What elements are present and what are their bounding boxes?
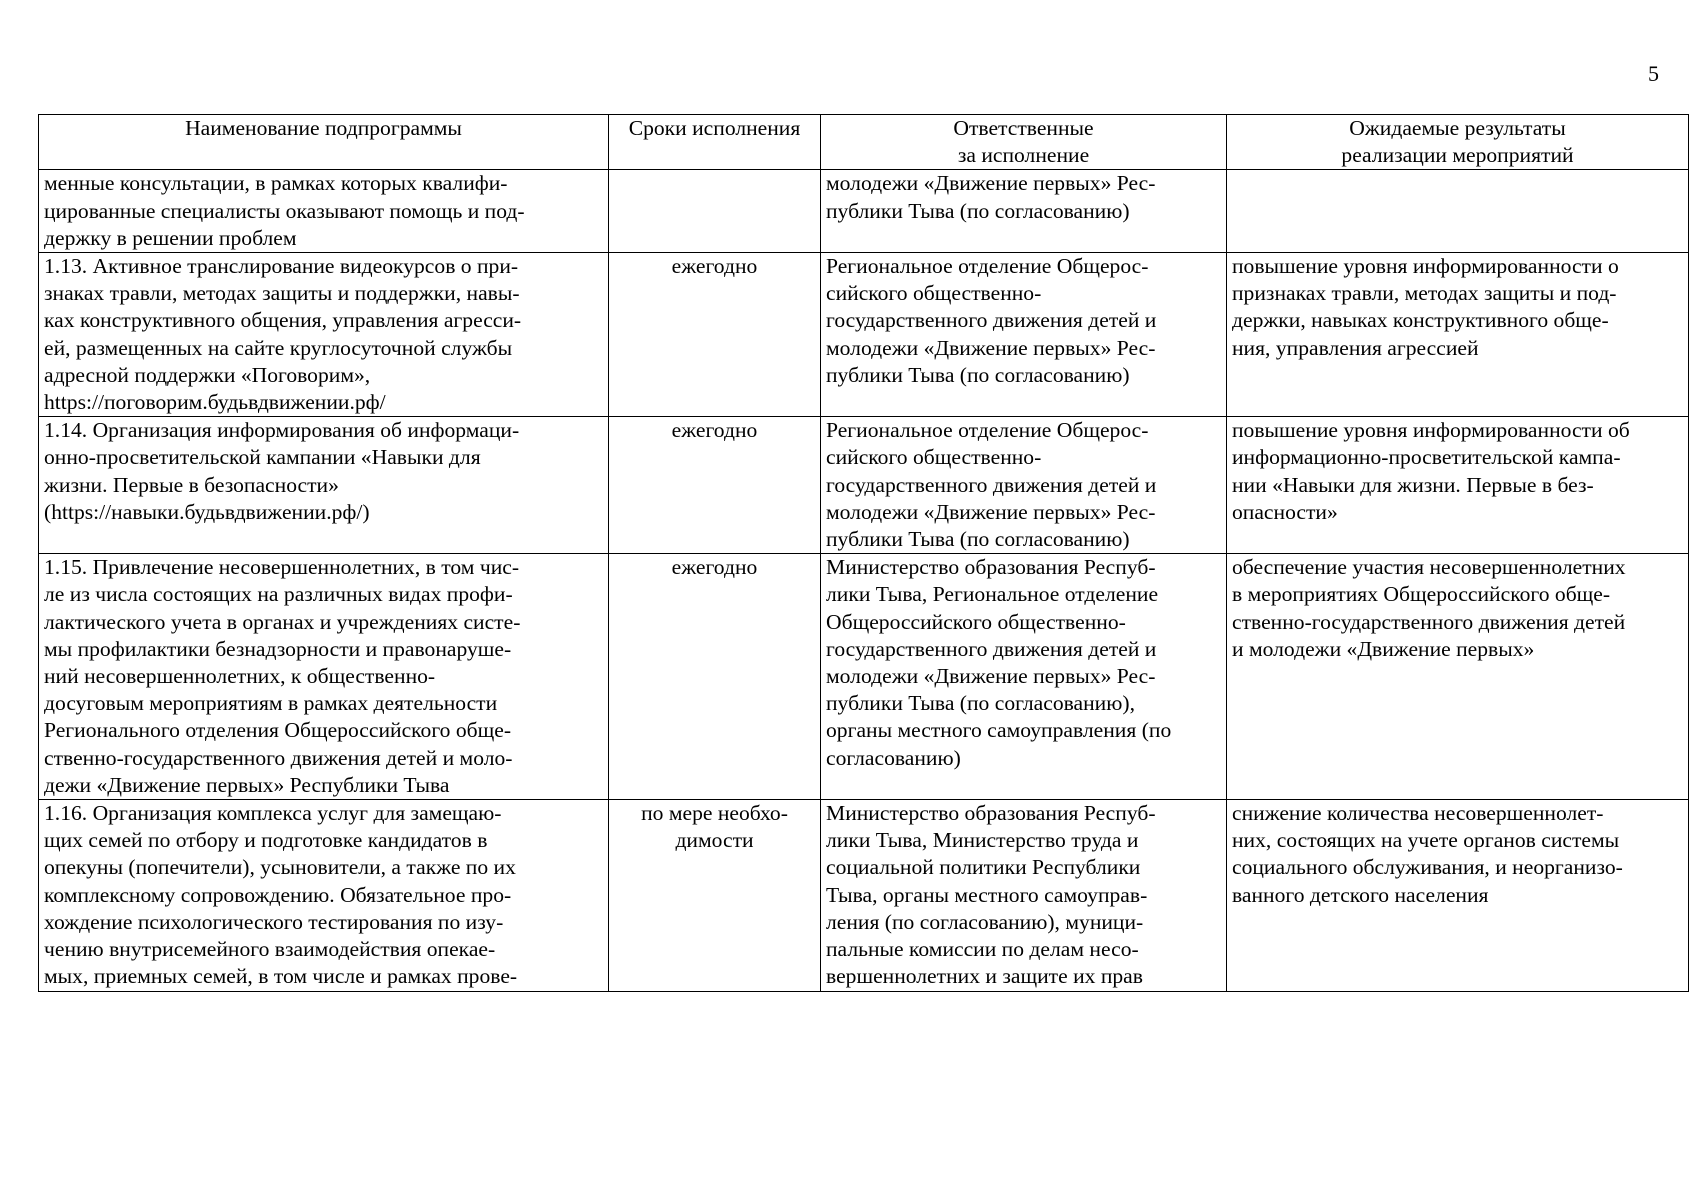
cell-expected-results: повышение уровня информированности об информационно-просветительской кампа- нии «Навыки для жизни. Первые в без- опасности» xyxy=(1227,417,1689,554)
cell-responsible: Министерство образования Респуб- лики Тыва, Министерство труда и социальной политики Республики Тыва, органы местного самоуправ- ления (по согласованию), муници- пальные комиссии по делам несо- вершеннолетних и защите их прав xyxy=(821,800,1227,991)
cell-responsible: Министерство образования Респуб- лики Тыва, Региональное отделение Общероссийского общественно- государственного движения детей и молодежи «Движение первых» Рес- публики Тыва (по согласованию), органы местного самоуправления (по согласованию) xyxy=(821,554,1227,800)
header-subprogram-name: Наименование подпрограммы xyxy=(39,115,609,170)
table-row xyxy=(39,554,1689,800)
table-row xyxy=(39,170,1689,253)
cell-expected-results xyxy=(1227,170,1689,253)
header-expected-results: Ожидаемые результаты реализации мероприятий xyxy=(1227,115,1689,170)
header-responsible: Ответственные за исполнение xyxy=(821,115,1227,170)
cell-terms: ежегодно xyxy=(609,417,821,554)
table-row xyxy=(39,417,1689,554)
cell-responsible: молодежи «Движение первых» Рес- публики Тыва (по согласованию) xyxy=(821,170,1227,253)
program-table xyxy=(38,114,1689,992)
cell-subprogram-name: 1.15. Привлечение несовершеннолетних, в том чис- ле из числа состоящих на различных видах профи- лактического учета в органах и учреждениях систе- мы профилактики безнадзорности и правонаруше- ний несовершеннолетних, к общественно- досуговым мероприятиям в рамках деятельности Регионального отделения Общероссийского обще- ственно-государственного движения детей и моло- дежи «Движение первых» Республики Тыва xyxy=(39,554,609,800)
table-row xyxy=(39,800,1689,991)
table-header-row xyxy=(39,115,1689,170)
page-number: 5 xyxy=(1648,61,1659,86)
cell-terms: ежегодно xyxy=(609,253,821,417)
cell-expected-results: снижение количества несовершеннолет- них, состоящих на учете органов системы социального обслуживания, и неорганизо- ванного детского населения xyxy=(1227,800,1689,991)
cell-terms: по мере необхо- димости xyxy=(609,800,821,991)
cell-terms: ежегодно xyxy=(609,554,821,800)
header-terms: Сроки исполнения xyxy=(609,115,821,170)
cell-subprogram-name: менные консультации, в рамках которых квалифи- цированные специалисты оказывают помощь и под- держку в решении проблем xyxy=(39,170,609,253)
cell-terms xyxy=(609,170,821,253)
cell-responsible: Региональное отделение Общерос- сийского общественно- государственного движения детей и молодежи «Движение первых» Рес- публики Тыва (по согласованию) xyxy=(821,253,1227,417)
cell-subprogram-name: 1.16. Организация комплекса услуг для замещаю- щих семей по отбору и подготовке кандидатов в опекуны (попечители), усыновители, а также по их комплексному сопровождению. Обязательное про- хождение психологического тестирования по изу- чению внутрисемейного взаимодействия опекае- мых, приемных семей, в том числе и рамках прове- xyxy=(39,800,609,991)
cell-expected-results: обеспечение участия несовершеннолетних в мероприятиях Общероссийского обще- ственно-государственного движения детей и молодежи «Движение первых» xyxy=(1227,554,1689,800)
table-row xyxy=(39,253,1689,417)
cell-subprogram-name: 1.14. Организация информирования об информаци- онно-просветительской кампании «Навыки для жизни. Первые в безопасности» (https://навыки.будьвдвижении.рф/) xyxy=(39,417,609,554)
cell-responsible: Региональное отделение Общерос- сийского общественно- государственного движения детей и молодежи «Движение первых» Рес- публики Тыва (по согласованию) xyxy=(821,417,1227,554)
cell-expected-results: повышение уровня информированности о признаках травли, методах защиты и под- держки, навыках конструктивного обще- ния, управления агрессией xyxy=(1227,253,1689,417)
cell-subprogram-name: 1.13. Активное транслирование видеокурсов о при- знаках травли, методах защиты и поддержки, навы- ках конструктивного общения, управления агресси- ей, размещенных на сайте круглосуточной службы адресной поддержки «Поговорим», https://поговорим.будьвдвижении.рф/ xyxy=(39,253,609,417)
